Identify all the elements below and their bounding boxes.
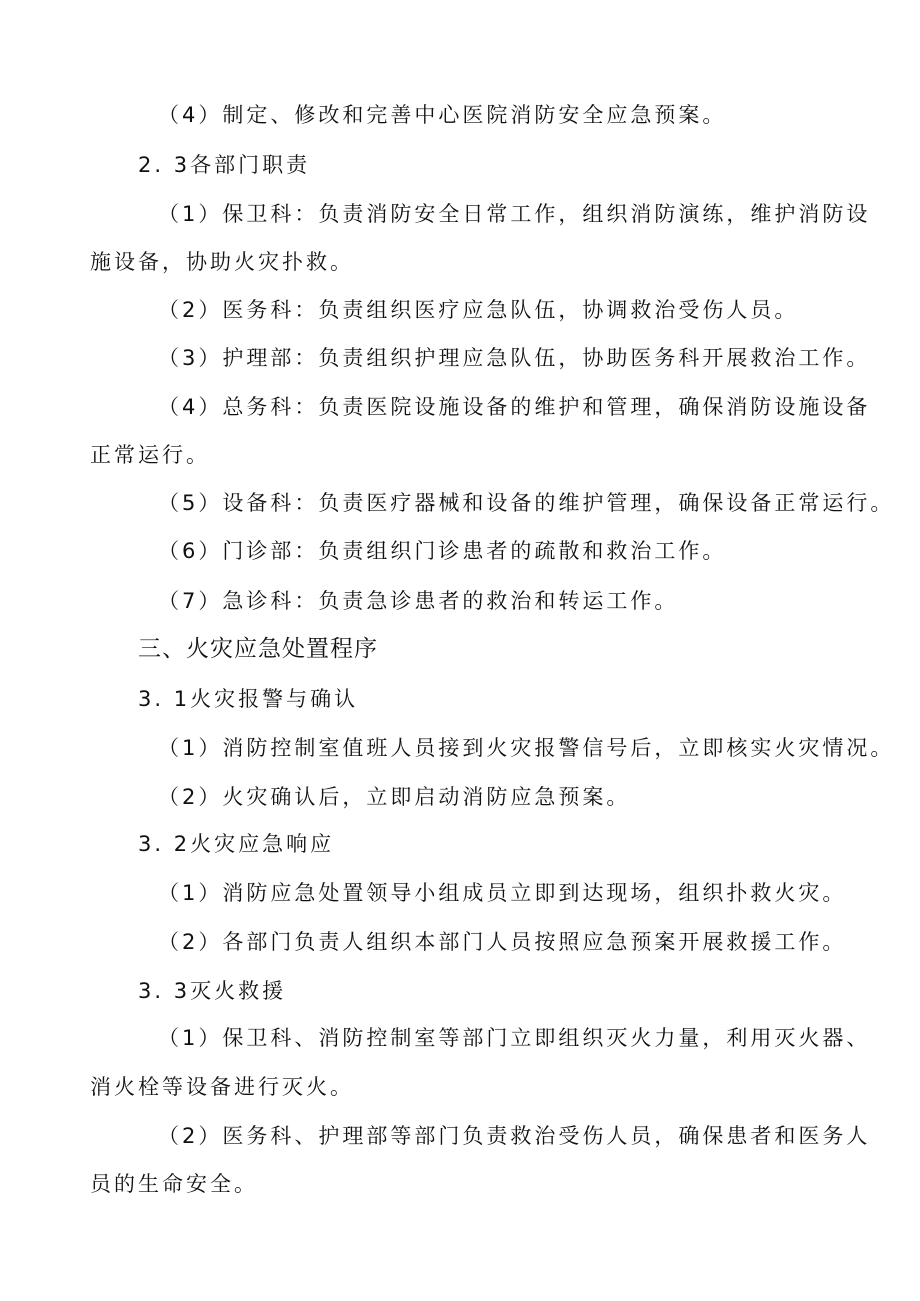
paragraph-line: （2）医务科：负责组织医疗应急队伍，协调救治受伤人员。 [158, 298, 799, 322]
paragraph-line: （1）保卫科、消防控制室等部门立即组织灭火力量，利用灭火器、 [158, 1026, 871, 1050]
section-heading: 3. 3灭火救援 [138, 979, 287, 1003]
section-heading: 3. 1火灾报警与确认 [138, 687, 359, 711]
paragraph-continuation: 员的生命安全。 [90, 1172, 258, 1196]
chapter-heading: 三、火灾应急处置程序 [138, 636, 378, 662]
paragraph-line: （1）消防应急处置领导小组成员立即到达现场，组织扑救火灾。 [158, 881, 847, 905]
paragraph-line: （1）消防控制室值班人员接到火灾报警信号后，立即核实火灾情况。 [158, 736, 895, 760]
paragraph-continuation: 消火栓等设备进行灭火。 [90, 1075, 354, 1099]
paragraph-line: （7）急诊科：负责急诊患者的救治和转运工作。 [158, 589, 679, 613]
paragraph-line: （2）火灾确认后，立即启动消防应急预案。 [158, 785, 631, 809]
paragraph-line: （4）总务科：负责医院设施设备的维护和管理，确保消防设施设备 [158, 395, 871, 419]
paragraph-line: （1）保卫科：负责消防安全日常工作，组织消防演练，维护消防设 [158, 202, 871, 226]
paragraph-line: （5）设备科：负责医疗器械和设备的维护管理，确保设备正常运行。 [158, 491, 895, 515]
section-heading: 3. 2火灾应急响应 [138, 832, 335, 856]
paragraph-continuation: 施设备，协助火灾扑救。 [90, 250, 354, 274]
paragraph-line: （2）医务科、护理部等部门负责救治受伤人员，确保患者和医务人 [158, 1124, 871, 1148]
paragraph-line: （2）各部门负责人组织本部门人员按照应急预案开展救援工作。 [158, 930, 847, 954]
paragraph-line: （4）制定、修改和完善中心医院消防安全应急预案。 [158, 103, 727, 127]
section-heading: 2. 3各部门职责 [138, 153, 311, 177]
paragraph-line: （6）门诊部：负责组织门诊患者的疏散和救治工作。 [158, 539, 727, 563]
paragraph-line: （3）护理部：负责组织护理应急队伍，协助医务科开展救治工作。 [158, 346, 871, 370]
paragraph-continuation: 正常运行。 [90, 443, 210, 467]
